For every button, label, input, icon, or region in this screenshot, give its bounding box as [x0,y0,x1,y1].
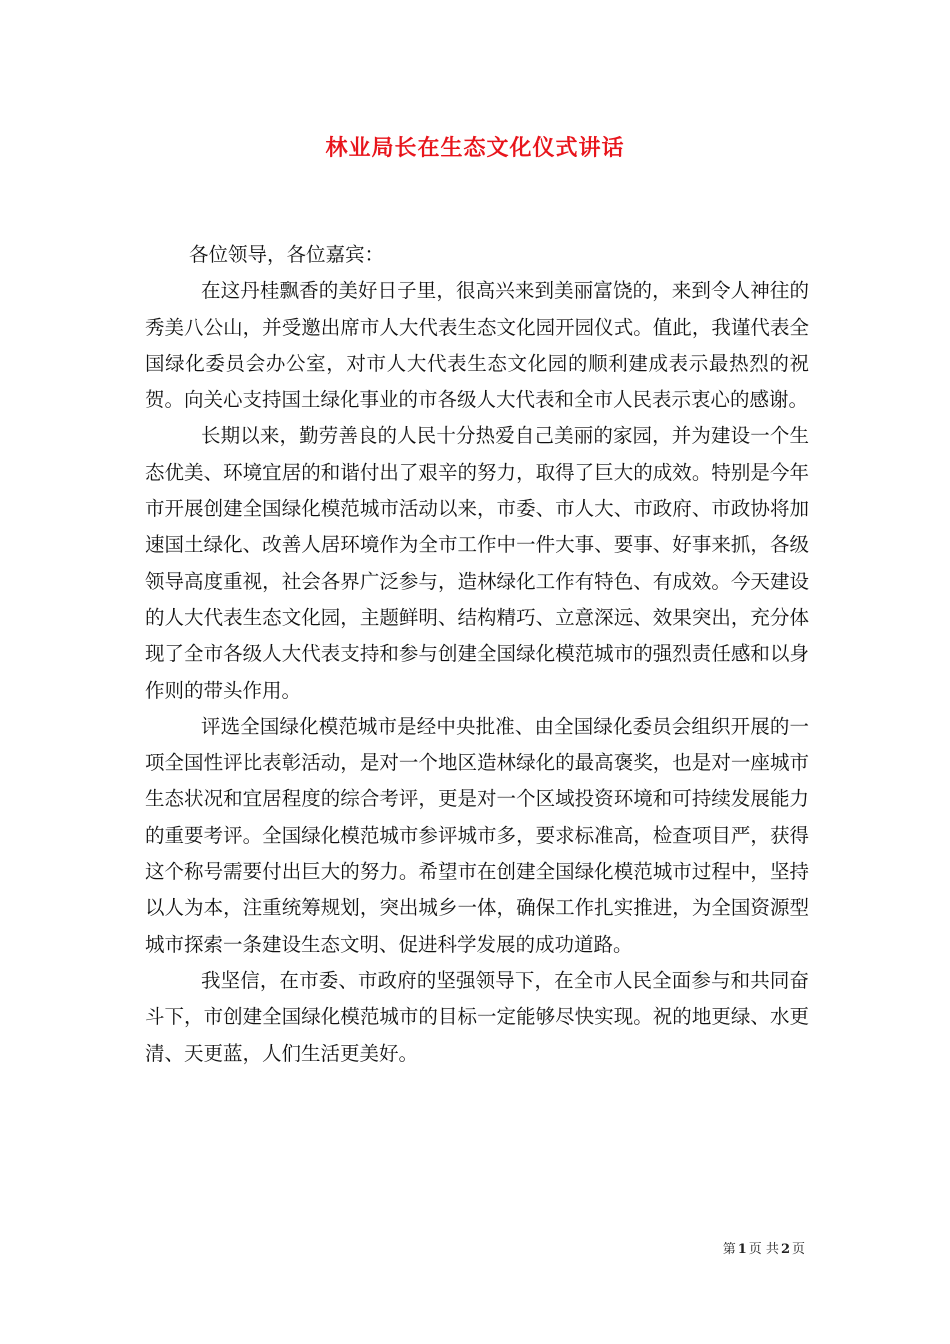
page-number-suffix: 页 [791,1242,805,1257]
document-body [145,237,809,1072]
paragraph-4: 我坚信，在市委、市政府的坚强领导下，在全市人民全面参与和共同奋斗下，市创建全国绿化模范城市的目标一定能够尽快实现。祝的地更绿、水更清、天更蓝，人们生活更美好。 [145,968,809,1065]
page-number-prefix: 第 [722,1242,736,1257]
document-title: 林业局长在生态文化仪式讲话 [325,135,625,161]
paragraph-3: 评选全国绿化模范城市是经中央批准、由全国绿化委员会组织开展的一项全国性评比表彰活动，是对一个地区造林绿化的最高褒奖，也是对一座城市生态状况和宜居程度的综合考评，更是对一个区域投资环境和可持续发展能力的重要考评。全国绿化模范城市参评城市多，要求标准高，检查项目严，获得这个称号需要付出巨大的努力。希望市在创建全国绿化模范城市过程中，坚持以人为本，注重统筹规划，突出城乡一体，确保工作扎实推进，为全国资源型城市探索一条建设生态文明、促进科学发展的成功道路。 [145,714,809,956]
page-number-total: 2 [780,1242,790,1257]
page-number-middle: 页 共 [748,1242,779,1257]
page-number-current: 1 [737,1242,747,1257]
salutation: 各位领导，各位嘉宾： [189,243,385,266]
paragraph-2: 长期以来，勤劳善良的人民十分热爱自己美丽的家园，并为建设一个生态优美、环境宜居的和谐付出了艰辛的努力，取得了巨大的成效。特别是今年市开展创建全国绿化模范城市活动以来，市委、市人大、市政府、市政协将加速国土绿化、改善人居环境作为全市工作中一件大事、要事、好事来抓，各级领导高度重视，社会各界广泛参与，造林绿化工作有特色、有成效。今天建设的人大代表生态文化园，主题鲜明、结构精巧、立意深远、效果突出，充分体现了全市各级人大代表支持和参与创建全国绿化模范城市的强烈责任感和以身作则的带头作用。 [145,424,809,702]
page-number [723,1241,805,1259]
paragraph-1: 在这丹桂飘香的美好日子里，很高兴来到美丽富饶的，来到令人神往的秀美八公山，并受邀出席市人大代表生态文化园开园仪式。值此，我谨代表全国绿化委员会办公室，对市人大代表生态文化园的顺利建成表示最热烈的祝贺。向关心支持国土绿化事业的市各级人大代表和全市人民表示衷心的感谢。 [145,279,809,412]
